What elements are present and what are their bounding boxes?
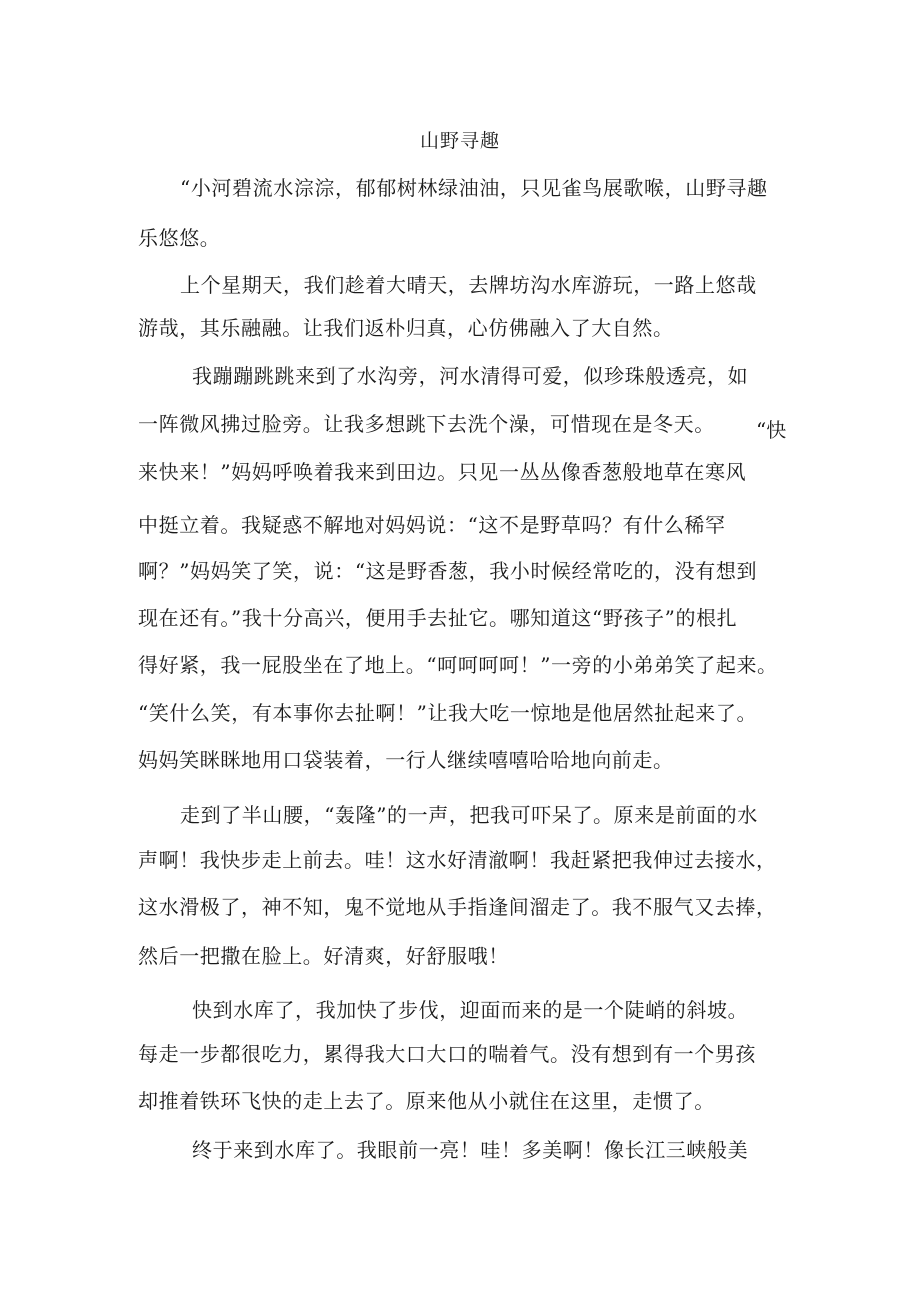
text-line: 游哉，其乐融融。让我们返朴归真，心仿佛融入了大自然。 <box>138 316 674 340</box>
text-line: 啊？”妈妈笑了笑，说：“这是野香葱，我小时候经常吃的，没有想到 <box>138 559 758 583</box>
text-line: 中挺立着。我疑惑不解地对妈妈说：“这不是野草吗？有什么稀罕 <box>138 513 726 537</box>
text-line: 一阵微风拂过脸旁。让我多想跳下去洗个澡，可惜现在是冬天。 <box>138 412 715 436</box>
text-line: 快到水库了，我加快了步伐，迎面而来的是一个陡峭的斜坡。 <box>192 998 749 1022</box>
text-line: 走到了半山腰，“轰隆”的一声，把我可吓呆了。原来是前面的水 <box>180 803 758 827</box>
text-line: 每走一步都很吃力，累得我大口大口的喘着气。没有想到有一个男孩 <box>138 1042 756 1066</box>
text-line: 乐悠悠。 <box>138 226 221 250</box>
text-line-fragment: “快 <box>756 418 787 442</box>
text-line: 现在还有。”我十分高兴，便用手去扯它。哪知道这“野孩子”的根扎 <box>138 606 738 630</box>
text-line: “笑什么笑，有本事你去扯啊！”让我大吃一惊地是他居然扯起来了。 <box>138 701 758 725</box>
document-title: 山野寻趣 <box>419 130 500 152</box>
text-line: 这水滑极了，神不知，鬼不觉地从手指逢间溜走了。我不服气又去捧， <box>138 895 777 919</box>
text-line: 我蹦蹦跳跳来到了水沟旁，河水清得可爱，似珍珠般透亮，如 <box>192 364 749 388</box>
text-line: 妈妈笑眯眯地用口袋装着，一行人继续嘻嘻哈哈地向前走。 <box>138 748 674 772</box>
text-line: 然后一把撒在脸上。好清爽，好舒服哦！ <box>138 944 509 968</box>
text-line: 终于来到水库了。我眼前一亮！哇！多美啊！像长江三峡般美 <box>192 1138 749 1162</box>
text-line: 得好紧，我一屁股坐在了地上。“呵呵呵呵！”一旁的小弟弟笑了起来。 <box>138 653 778 677</box>
text-line: 来快来！”妈妈呼唤着我来到田边。只见一丛丛像香葱般地草在寒风 <box>138 460 747 484</box>
text-line: 声啊！我快步走上前去。哇！这水好清澈啊！我赶紧把我伸过去接水， <box>138 848 777 872</box>
text-line: “小河碧流水淙淙，郁郁树林绿油油，只见雀鸟展歌喉，山野寻趣 <box>180 176 768 200</box>
text-line: 上个星期天，我们趁着大晴天，去牌坊沟水库游玩，一路上悠哉 <box>180 273 757 297</box>
text-line: 却推着铁环飞快的走上去了。原来他从小就住在这里，走惯了。 <box>138 1089 715 1113</box>
